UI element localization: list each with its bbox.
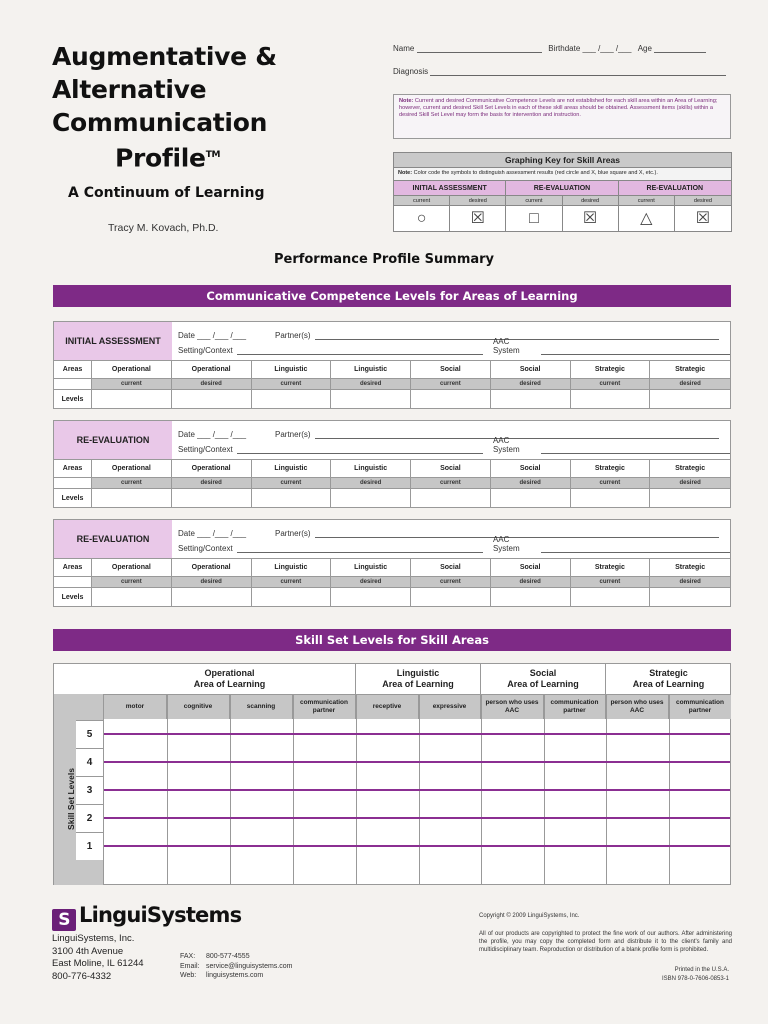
levels-label: Levels [54, 389, 92, 409]
date-field[interactable]: Date ___ /___ /___ [178, 331, 247, 340]
area-header: Strategic [571, 558, 651, 576]
current-desired-header: current [252, 477, 332, 488]
skill-area-header: communication partner [669, 694, 731, 719]
area-header: Strategic [571, 360, 651, 378]
circle-icon: ○ [394, 206, 450, 231]
setting-label: Setting/Context [178, 544, 233, 553]
current-desired-header: current [252, 378, 332, 389]
age-label: Age [637, 44, 652, 53]
skill-area-header: person who uses AAC [606, 694, 669, 719]
level-cell[interactable] [491, 488, 571, 508]
skill-level-line[interactable] [104, 733, 730, 735]
area-header: Linguistic [331, 360, 411, 378]
skill-group-social: Social Area of Learning [481, 664, 606, 694]
skill-area-header: receptive [356, 694, 419, 719]
birthdate-field[interactable]: ___ /___ /___ [582, 44, 632, 53]
name-label: Name [393, 44, 415, 53]
key-sub: current [506, 196, 562, 206]
current-desired-header: desired [331, 477, 411, 488]
cc-levels-banner: Communicative Competence Levels for Areas of Learning [53, 285, 731, 307]
current-desired-header: desired [650, 378, 730, 389]
skill-levels-banner: Skill Set Levels for Skill Areas [53, 629, 731, 651]
area-header: Social [491, 360, 571, 378]
area-header: Linguistic [331, 459, 411, 477]
birthdate-label: Birthdate [548, 44, 581, 53]
current-desired-header: desired [172, 378, 252, 389]
address-line: 800-776-4332 [52, 970, 112, 982]
level-cell[interactable] [331, 587, 411, 607]
setting-label: Setting/Context [178, 445, 233, 454]
levels-label: Levels [54, 488, 92, 508]
skill-area-header: communication partner [293, 694, 356, 719]
diagnosis-field[interactable] [430, 67, 726, 76]
level-cell[interactable] [491, 587, 571, 607]
cc-section-info [178, 325, 730, 355]
level-cell[interactable] [491, 389, 571, 409]
current-desired-header: desired [331, 576, 411, 587]
diagnosis-label: Diagnosis [393, 67, 429, 76]
area-header: Social [411, 558, 491, 576]
key-group-reeval-2: RE-EVALUATION [619, 181, 731, 196]
skill-group-operational: Operational Area of Learning [104, 664, 356, 694]
key-group-reeval-1: RE-EVALUATION [506, 181, 618, 196]
summary-heading: Performance Profile Summary [273, 252, 495, 267]
setting-field[interactable] [237, 346, 483, 355]
level-cell[interactable] [331, 488, 411, 508]
level-cell[interactable] [252, 389, 332, 409]
area-header: Strategic [571, 459, 651, 477]
area-header: Linguistic [252, 459, 332, 477]
skill-area-header: scanning [230, 694, 293, 719]
cc-section-info [178, 523, 730, 553]
level-cell[interactable] [331, 389, 411, 409]
area-header: Operational [92, 558, 172, 576]
setting-field[interactable] [237, 445, 483, 454]
level-cell[interactable] [252, 587, 332, 607]
level-cell[interactable] [92, 587, 172, 607]
triangle-icon: △ [619, 206, 675, 231]
date-field[interactable]: Date ___ /___ /___ [178, 529, 247, 538]
level-cell[interactable] [650, 587, 730, 607]
graphing-key-note-text: Color code the symbols to distinguish assessment results (red circle and X, blue square and X, etc.). [413, 170, 658, 176]
author: Tracy M. Kovach, Ph.D. [108, 222, 219, 234]
area-header: Social [411, 459, 491, 477]
aac-field[interactable] [541, 346, 730, 355]
current-desired-header: desired [491, 378, 571, 389]
document-title [52, 40, 312, 174]
area-header: Social [491, 558, 571, 576]
title-line-2: Alternative [52, 75, 207, 104]
cc-section-label: RE-EVALUATION [54, 421, 172, 459]
level-cell[interactable] [92, 389, 172, 409]
isbn: ISBN 978-0-7606-0853-1 [661, 975, 729, 982]
aac-label: AAC System [492, 337, 520, 355]
skill-group-linguistic: Linguistic Area of Learning [356, 664, 481, 694]
key-sub: desired [450, 196, 506, 206]
level-cell[interactable] [650, 488, 730, 508]
level-cell[interactable] [172, 488, 252, 508]
address-line: 3100 4th Avenue [52, 945, 124, 957]
email-label: Email: [180, 962, 200, 970]
web-label: Web: [180, 972, 197, 979]
title-line-3: Communication [52, 108, 268, 137]
skill-area-header: motor [104, 694, 167, 719]
current-desired-header: current [92, 477, 172, 488]
name-field[interactable] [417, 44, 542, 53]
note-box [393, 94, 731, 139]
web-value[interactable]: linguisystems.com [206, 972, 264, 979]
current-desired-header: desired [331, 378, 411, 389]
area-header: Strategic [650, 360, 730, 378]
current-desired-header: desired [650, 477, 730, 488]
level-cell[interactable] [571, 488, 651, 508]
setting-field[interactable] [237, 544, 483, 553]
levels-label: Levels [54, 587, 92, 607]
x-box-icon: ☒ [695, 210, 711, 227]
area-header: Linguistic [252, 558, 332, 576]
skill-area-header: cognitive [167, 694, 230, 719]
current-desired-header: desired [650, 576, 730, 587]
area-header: Linguistic [252, 360, 332, 378]
trademark: TM [205, 150, 221, 160]
current-desired-header: current [92, 576, 172, 587]
level-cell[interactable] [571, 389, 651, 409]
skill-level-line[interactable] [104, 789, 730, 791]
setting-label: Setting/Context [178, 346, 233, 355]
current-desired-header: current [252, 576, 332, 587]
skill-area-header: communication partner [544, 694, 606, 719]
skill-level-number: 5 [76, 720, 103, 748]
fax-label: FAX: [180, 953, 196, 960]
area-header: Operational [92, 360, 172, 378]
skill-level-line[interactable] [104, 817, 730, 819]
subtitle: A Continuum of Learning [68, 185, 265, 201]
level-cell[interactable] [172, 389, 252, 409]
aac-label: AAC System [492, 535, 520, 553]
key-group-initial: INITIAL ASSESSMENT [394, 181, 506, 196]
aac-field[interactable] [541, 445, 730, 454]
key-sub: desired [563, 196, 619, 206]
key-sub: current [619, 196, 675, 206]
printed-info [540, 966, 729, 983]
current-desired-header: current [411, 477, 491, 488]
skill-level-number: 2 [76, 804, 103, 832]
key-sub: current [394, 196, 450, 206]
title-line-4: Profile [115, 143, 206, 173]
area-header: Social [491, 459, 571, 477]
logo-text: LinguiSystems [79, 903, 242, 927]
current-desired-header: current [411, 378, 491, 389]
copyright: Copyright © 2009 LinguiSystems, Inc. [479, 913, 580, 919]
logo-mark-icon: S [52, 909, 76, 931]
cc-section-info [178, 424, 730, 454]
skill-level-number: 4 [76, 748, 103, 776]
key-sub: desired [675, 196, 731, 206]
level-cell[interactable] [411, 587, 491, 607]
partners-label: Partner(s) [275, 529, 311, 538]
current-desired-header: desired [172, 477, 252, 488]
skill-set-grid [53, 663, 731, 885]
skill-level-line[interactable] [104, 845, 730, 847]
cc-section [53, 420, 731, 508]
publisher-logo [52, 903, 241, 931]
partners-label: Partner(s) [275, 430, 311, 439]
skill-area-header: expressive [419, 694, 481, 719]
current-desired-header: current [571, 477, 651, 488]
header-fields-row-2 [393, 67, 733, 76]
areas-label: Areas [54, 558, 92, 576]
cc-section [53, 321, 731, 409]
note-text: Current and desired Communicative Competence Levels are not established for each skill area within an Area of Learning; however, current and desired Skill Set Levels in each of these skill areas should be obtained. Assessment items (skills) within a desired Skill Set Level may form the basis for intervention and instruction. [399, 98, 718, 118]
aac-label: AAC System [492, 436, 520, 454]
area-header: Operational [172, 360, 252, 378]
printed-in: Printed in the U.S.A. [674, 967, 729, 973]
age-field[interactable] [654, 44, 706, 53]
skill-group-strategic: Strategic Area of Learning [632, 668, 705, 689]
area-header: Strategic [650, 558, 730, 576]
cc-section [53, 519, 731, 607]
areas-label: Areas [54, 459, 92, 477]
area-header: Social [411, 360, 491, 378]
area-header: Operational [172, 558, 252, 576]
area-header: Strategic [650, 459, 730, 477]
current-desired-header: current [92, 378, 172, 389]
x-box-icon: ☒ [563, 206, 619, 231]
level-cell[interactable] [571, 587, 651, 607]
level-cell[interactable] [650, 389, 730, 409]
square-icon: □ [506, 206, 562, 231]
cc-section-label: INITIAL ASSESSMENT [54, 322, 172, 360]
level-cell[interactable] [411, 488, 491, 508]
address-line: East Moline, IL 61244 [52, 958, 144, 969]
publisher-contact [180, 952, 292, 981]
level-cell[interactable] [92, 488, 172, 508]
aac-field[interactable] [541, 544, 730, 553]
graphing-key-title: Graphing Key for Skill Areas [394, 153, 731, 168]
current-desired-header: desired [491, 576, 571, 587]
email-value[interactable]: service@linguisystems.com [206, 962, 293, 970]
current-desired-header: desired [172, 576, 252, 587]
graphing-key [393, 152, 732, 232]
fax-value: 800-577-4555 [206, 953, 250, 960]
areas-label: Areas [54, 360, 92, 378]
title-line-1: Augmentative & [52, 42, 277, 71]
area-header: Linguistic [331, 558, 411, 576]
current-desired-header: current [571, 378, 651, 389]
graphing-key-note [394, 168, 731, 181]
skill-levels-axis-label: Skill Set Levels [65, 768, 76, 830]
x-box-icon: ☒ [450, 206, 506, 231]
level-cell[interactable] [252, 488, 332, 508]
current-desired-header: current [411, 576, 491, 587]
date-field[interactable]: Date ___ /___ /___ [178, 430, 247, 439]
cc-section-label: RE-EVALUATION [54, 520, 172, 558]
area-header: Operational [172, 459, 252, 477]
level-cell[interactable] [172, 587, 252, 607]
graphing-key-note-label: Note: [398, 170, 413, 176]
note-label: Note: [399, 98, 414, 104]
header-fields-row-1 [393, 44, 733, 53]
current-desired-header: desired [491, 477, 571, 488]
skill-level-line[interactable] [104, 761, 730, 763]
skill-level-number: 1 [76, 832, 103, 860]
address-line: LinguiSystems, Inc. [52, 933, 135, 944]
partners-label: Partner(s) [275, 331, 311, 340]
skill-level-number: 3 [76, 776, 103, 804]
level-cell[interactable] [411, 389, 491, 409]
current-desired-header: current [571, 576, 651, 587]
skill-area-header: person who uses AAC [481, 694, 544, 719]
legal-notice: All of our products are copyrighted to protect the fine work of our authors. After administering the profile, you may copy the completed form and distribute it to the client's family and multidisciplinary team. Reproduction or distribution of a blank profile form is prohibited. [479, 931, 732, 953]
area-header: Operational [92, 459, 172, 477]
publisher-address [52, 933, 144, 983]
